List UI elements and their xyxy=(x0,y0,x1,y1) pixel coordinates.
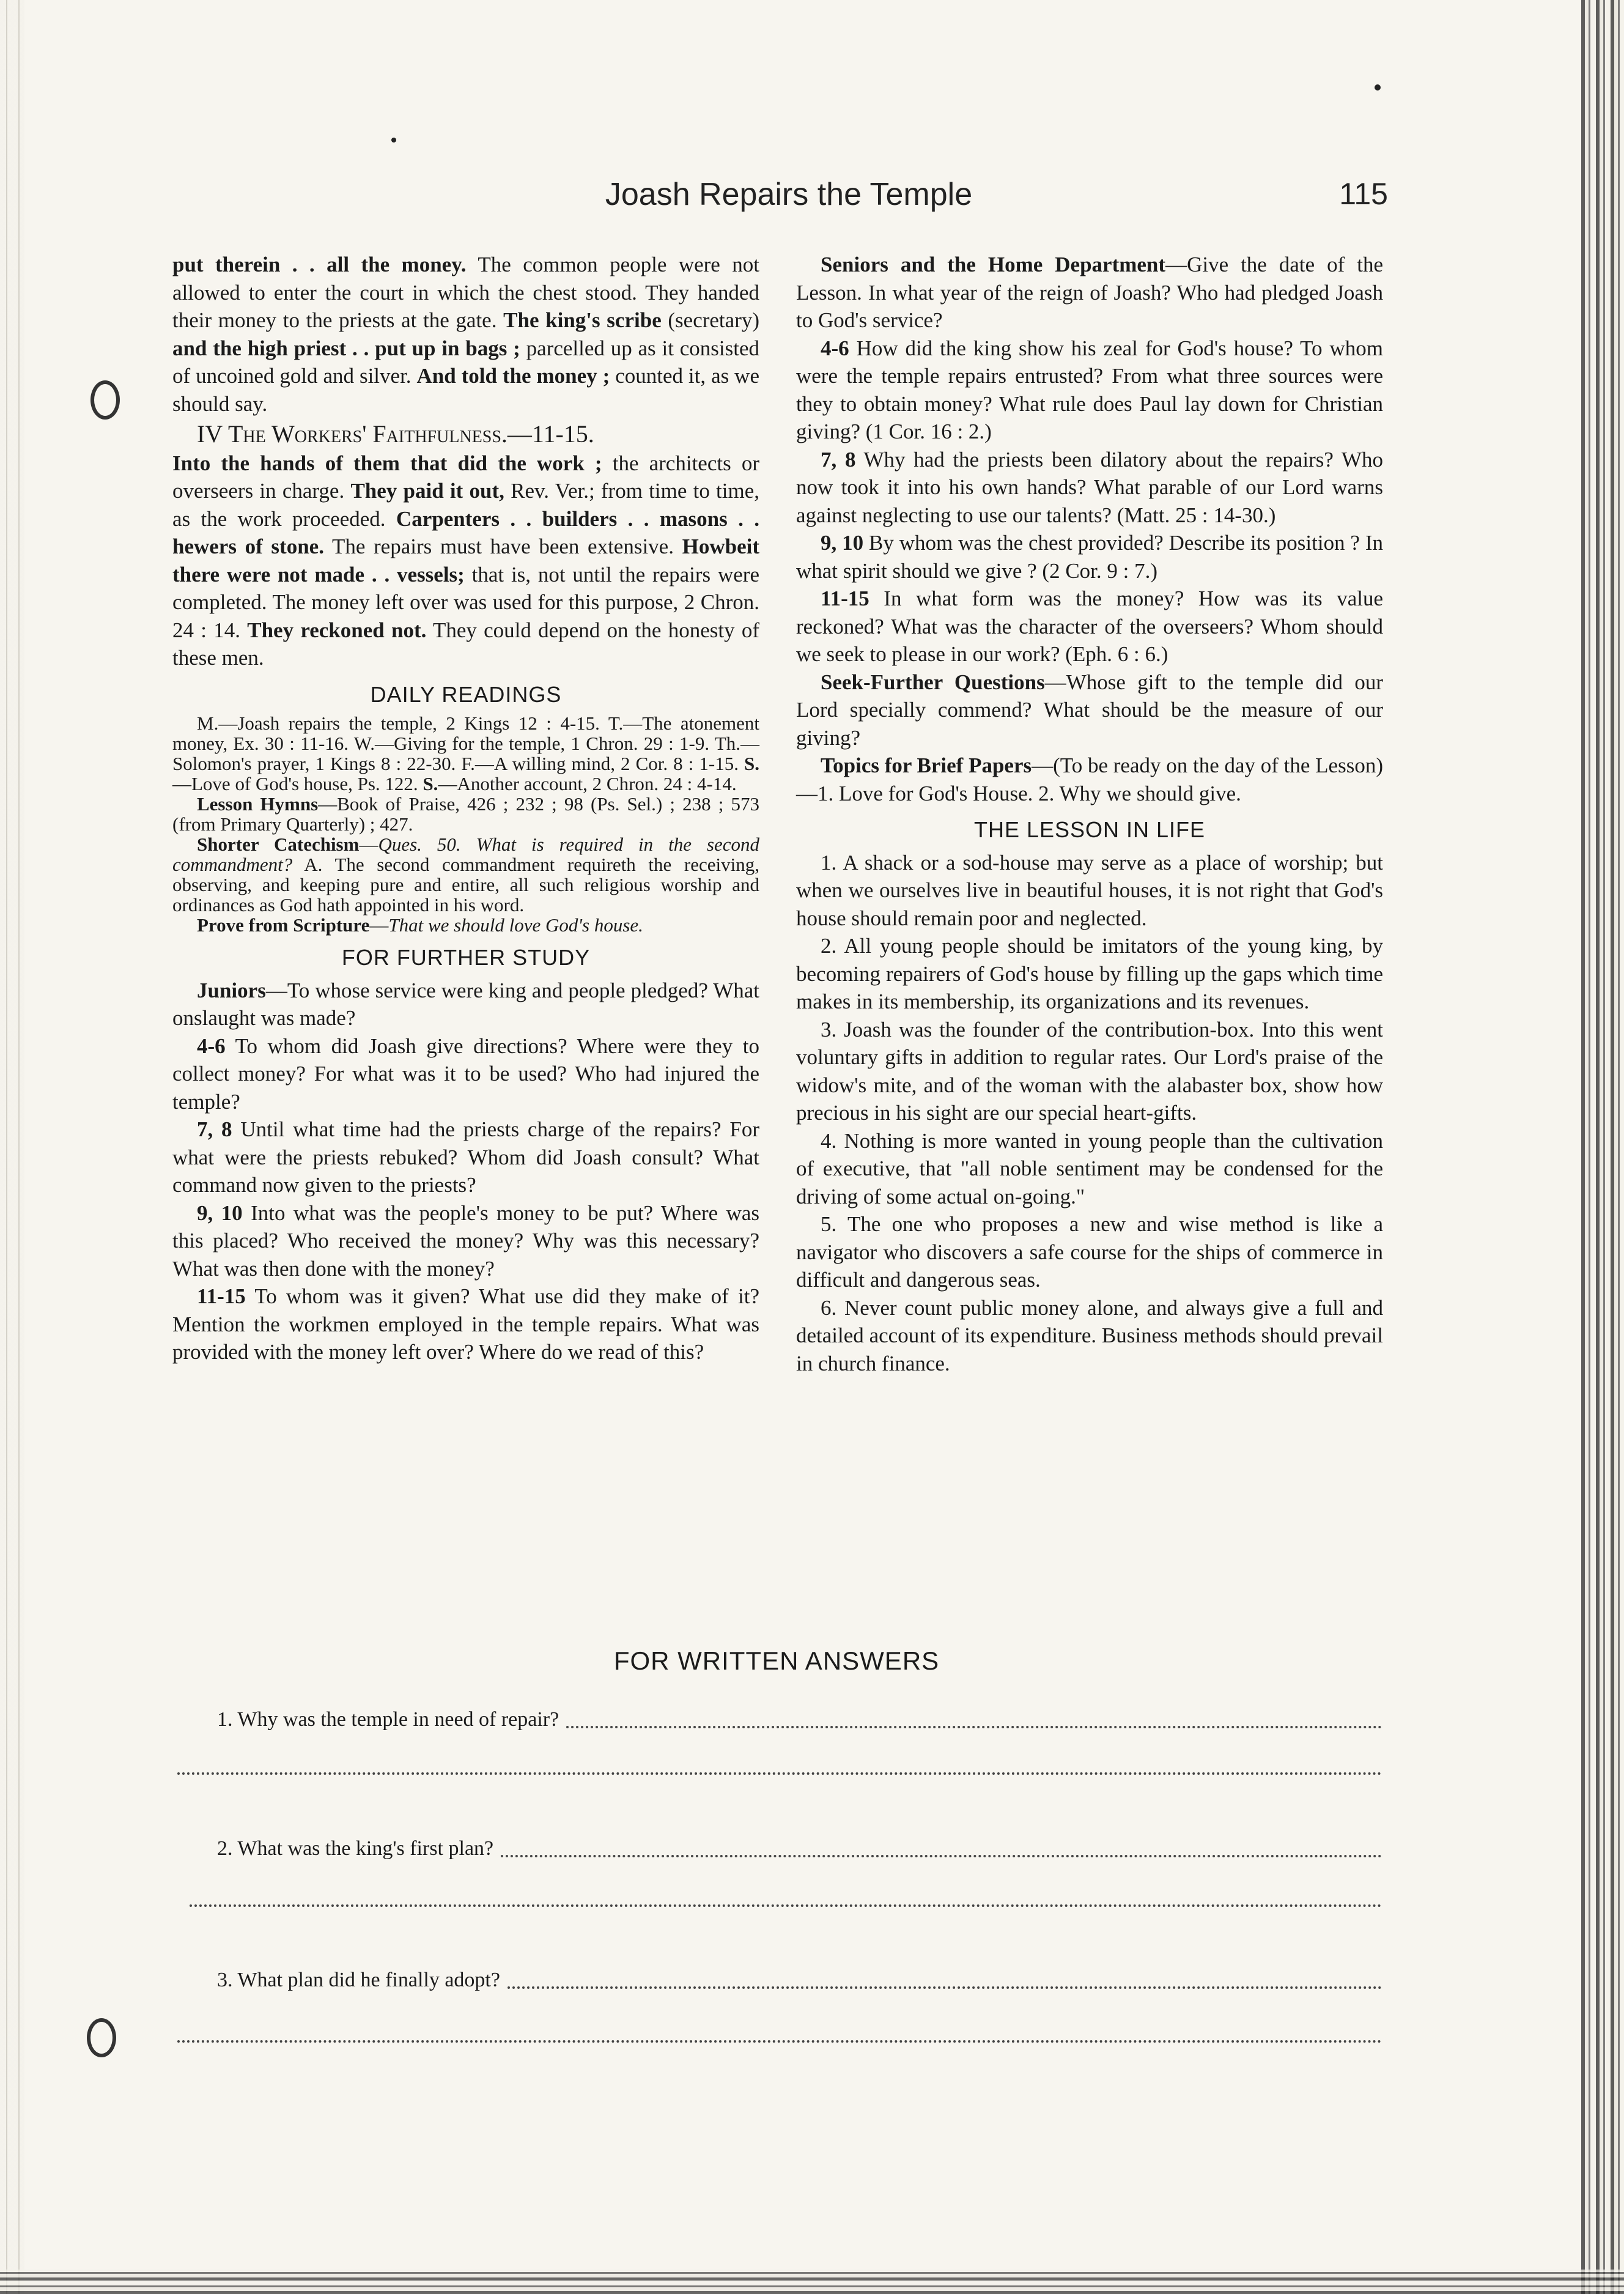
text-run: Seniors and the Home Department xyxy=(821,253,1166,276)
text-run: 4-6 xyxy=(197,1034,226,1058)
text-run: Juniors xyxy=(197,978,266,1002)
text-run: and the high priest . . put up in bags ; xyxy=(172,336,520,360)
seniors-questions-block xyxy=(796,251,1383,807)
text-run: In what form was the money? How was its value reckoned? What was the character of the overseers? Whom should we seek to please in our work? (Eph. 6 : 6.) xyxy=(796,586,1383,666)
text-run: —Love of God's house, Ps. 122. xyxy=(172,773,423,794)
question-text: 3. What plan did he finally adopt? xyxy=(217,1969,500,1991)
text-run: Carpenters . . builders . . masons . . hewers of stone. xyxy=(172,506,759,558)
text-run: parcelled up as it consisted of uncoined gold and silver. xyxy=(172,336,759,388)
prove-from-scripture-text xyxy=(172,915,759,935)
ink-dot xyxy=(391,138,396,142)
text-run: — xyxy=(359,834,378,855)
text-run: They paid it out, xyxy=(350,479,504,503)
text-run: —To whose service were king and people pledged? What onslaught was made? xyxy=(172,978,759,1030)
question-paragraph xyxy=(172,1032,759,1116)
text-run: the architects or overseers in charge. xyxy=(172,451,759,503)
section-number: IV xyxy=(197,420,223,448)
text-run: counted it, as we should say. xyxy=(172,364,759,416)
lesson-in-life-heading: THE LESSON IN LIFE xyxy=(973,817,1206,842)
question-row xyxy=(217,1708,1382,1732)
text-run: Until what time had the priests charge of the repairs? For what were the priests rebuked? Whom did Joash consult? What command now given to the priests? xyxy=(172,1117,759,1197)
ink-dot xyxy=(1375,84,1381,91)
text-run: What is required in the second commandment? xyxy=(172,834,760,875)
text-run: That we should love God's house. xyxy=(388,914,643,936)
question-row xyxy=(217,1837,1382,1861)
right-column xyxy=(796,251,1383,1377)
text-run: Into what was the people's money to be put? Where was this placed? Who received the money? Why was this necessary? What was then done with the money? xyxy=(172,1201,760,1281)
question-paragraph xyxy=(172,1282,759,1366)
text-run: M.—Joash repairs the temple, 2 Kings 12 : 4-15. T.—The atonement money, Ex. 30 : 11-16. W.—Giving for the temple, 1 Chron. 29 : 1-9. Th.—Solomon's prayer, 1 Kings 8 : 22-30. F.—A willing mind, 2 Cor. 8 : 1-15. xyxy=(172,712,759,774)
daily-readings-heading: DAILY READINGS xyxy=(370,681,562,707)
text-run: —(To be ready on the day of the Lesson)—1. Love for God's House. 2. Why we should give. xyxy=(796,753,1383,805)
text-run: Shorter Catechism xyxy=(197,834,360,855)
lesson-point: 2. All young people should be imitators of the young king, by becoming repairers of God's house by filling up the gaps which time makes in its membership, its organizations and its revenues. xyxy=(796,934,1383,1013)
text-run: —Whose gift to the temple did our Lord specially commend? What should be the measure of our giving? xyxy=(796,670,1383,750)
text-run: A. The second commandment requireth the receiving, observing, and keeping pure and entire, all such religious worship and ordinances as God hath appointed in his word. xyxy=(172,854,759,916)
commentary-paragraph xyxy=(172,251,759,418)
text-run: By whom was the chest provided? Describe its position ? In what spirit should we give ? (2 Cor. 9 : 7.) xyxy=(796,531,1383,583)
text-run: The common people were not allowed to enter the court in which the chest stood. They handed their money to the priests at the gate. xyxy=(172,253,759,332)
running-head: Joash Repairs the Temple xyxy=(605,177,973,212)
question-paragraph xyxy=(172,1116,759,1199)
text-run: They reckoned not. xyxy=(247,618,427,642)
scan-edge-bottom xyxy=(0,2270,1624,2294)
page-number: 115 xyxy=(1339,177,1388,211)
lesson-point: 1. A shack or a sod-house may serve as a place of worship; but when we ourselves live in beautiful houses, it is not right that God's house should remain poor and neglected. xyxy=(796,850,1383,930)
question-paragraph xyxy=(796,585,1383,668)
text-run: 7, 8 xyxy=(197,1117,232,1141)
daily-readings-block xyxy=(172,713,759,935)
text-run: How did the king show his zeal for God's house? To whom were the temple repairs entrusted? From what three sources were they to obtain money? What rule does Paul lay down for Christian giving? (1 Cor. 16 : 2.) xyxy=(796,336,1383,443)
text-run: Howbeit there were not made . . vessels; xyxy=(172,535,760,586)
lesson-point: 6. Never count public money alone, and always give a full and detailed account of its expenditure. Business methods should prevail in church finance. xyxy=(796,1295,1383,1375)
text-run: Prove from Scripture xyxy=(197,914,370,936)
question-paragraph xyxy=(796,335,1383,446)
text-run: To whom did Joash give directions? Where were they to collect money? For what was it to be used? Who had injured the temple? xyxy=(172,1034,759,1114)
scan-edge-right xyxy=(1581,0,1624,2294)
text-run: And told the money ; xyxy=(416,364,610,388)
answer-line[interactable] xyxy=(190,1904,1382,1907)
shorter-catechism-text xyxy=(172,834,759,915)
text-run: — xyxy=(369,914,389,936)
text-run: —Book of Praise, 426 ; 232 ; 98 (Ps. Sel.) ; 238 ; 573 (from Primary Quarterly) ; 427. xyxy=(172,793,759,835)
text-run: Why had the priests been dilatory about the repairs? Who now took it into his own hands? What parable of our Lord warns against neglecting to use our talents? (Matt. 25 : 14-30.) xyxy=(796,447,1383,527)
section-title: The Workers' Faithfulness. xyxy=(227,420,508,448)
text-run: that is, not until the repairs were completed. The money left over was used for this purpose, 2 Chron. 24 : 14. xyxy=(172,562,759,642)
binding-hole-icon xyxy=(90,380,120,420)
section-heading xyxy=(172,420,759,450)
text-run: 4-6 xyxy=(821,336,849,360)
answer-line[interactable] xyxy=(501,1855,1382,1857)
text-run: Rev. Ver.; from time to time, as the work proceeded. xyxy=(172,479,760,531)
lesson-hymns-text xyxy=(172,794,759,834)
text-run xyxy=(461,834,476,855)
further-study-heading: FOR FURTHER STUDY xyxy=(341,945,591,970)
text-run: S. xyxy=(423,773,438,794)
text-run: (secretary) xyxy=(661,308,760,332)
text-run: —Give the date of the Lesson. In what year of the reign of Joash? Who had pledged Joash to God's service? xyxy=(796,253,1383,332)
text-run: 7, 8 xyxy=(821,447,856,472)
lesson-point: 4. Nothing is more wanted in young people than the cultivation of executive, that "all noble sentiment may be condensed for the driving of some actual on-going." xyxy=(796,1128,1383,1208)
commentary-paragraph xyxy=(172,450,759,672)
text-run: The king's scribe xyxy=(503,308,662,332)
text-run: Into the hands of them that did the work ; xyxy=(172,451,602,475)
scan-edge-left xyxy=(0,0,24,2294)
text-run: The repairs must have been extensive. xyxy=(323,535,682,558)
question-paragraph xyxy=(796,251,1383,335)
text-run: They could depend on the honesty of these men. xyxy=(172,618,760,670)
question-paragraph xyxy=(796,529,1383,585)
text-run: Ques. 50. xyxy=(378,834,461,855)
text-run: —Another account, 2 Chron. 24 : 4-14. xyxy=(438,773,737,794)
question-paragraph xyxy=(796,446,1383,530)
question-text: 1. Why was the temple in need of repair? xyxy=(217,1708,559,1731)
text-run: 9, 10 xyxy=(821,531,864,555)
question-paragraph xyxy=(796,668,1383,752)
left-column xyxy=(172,251,759,1366)
text-run: put therein . . all the money. xyxy=(172,253,467,276)
question-row xyxy=(217,1968,1382,1992)
text-run: 9, 10 xyxy=(197,1201,243,1225)
question-paragraph xyxy=(796,752,1383,807)
text-run: S. xyxy=(744,753,759,774)
lesson-point: 3. Joash was the founder of the contribution-box. Into this went voluntary gifts in addition to regular rates. Our Lord's praise of the widow's mite, and of the woman with the alabaster box, show how precious in his sight are our special heart-gifts. xyxy=(796,1017,1383,1125)
text-run: 11-15 xyxy=(197,1284,246,1308)
binding-hole-icon xyxy=(87,2018,116,2057)
further-study-block xyxy=(172,977,759,1366)
daily-readings-text xyxy=(172,713,759,794)
lesson-point: 5. The one who proposes a new and wise method is like a navigator who discovers a safe course for the ships of commerce in difficult and dangerous seas. xyxy=(796,1212,1383,1292)
answer-line[interactable] xyxy=(508,1986,1382,1989)
text-run: Seek-Further Questions xyxy=(821,670,1045,694)
question-paragraph xyxy=(172,977,759,1032)
text-run: 11-15 xyxy=(821,586,869,610)
text-run: Lesson Hymns xyxy=(197,793,319,815)
section-reference: —11-15. xyxy=(507,420,594,448)
question-text: 2. What was the king's first plan? xyxy=(217,1837,494,1860)
written-answers-heading: FOR WRITTEN ANSWERS xyxy=(613,1646,940,1675)
lesson-in-life-block xyxy=(796,849,1383,1378)
answer-line[interactable] xyxy=(177,1772,1382,1775)
answer-line[interactable] xyxy=(566,1726,1382,1728)
question-paragraph xyxy=(172,1199,759,1283)
answer-line[interactable] xyxy=(177,2040,1382,2043)
text-run: Topics for Brief Papers xyxy=(821,753,1032,777)
text-run: To whom was it given? What use did they make of it? Mention the workmen employed in the temple repairs. What was provided with the money left over? Where do we read of this? xyxy=(172,1284,759,1364)
